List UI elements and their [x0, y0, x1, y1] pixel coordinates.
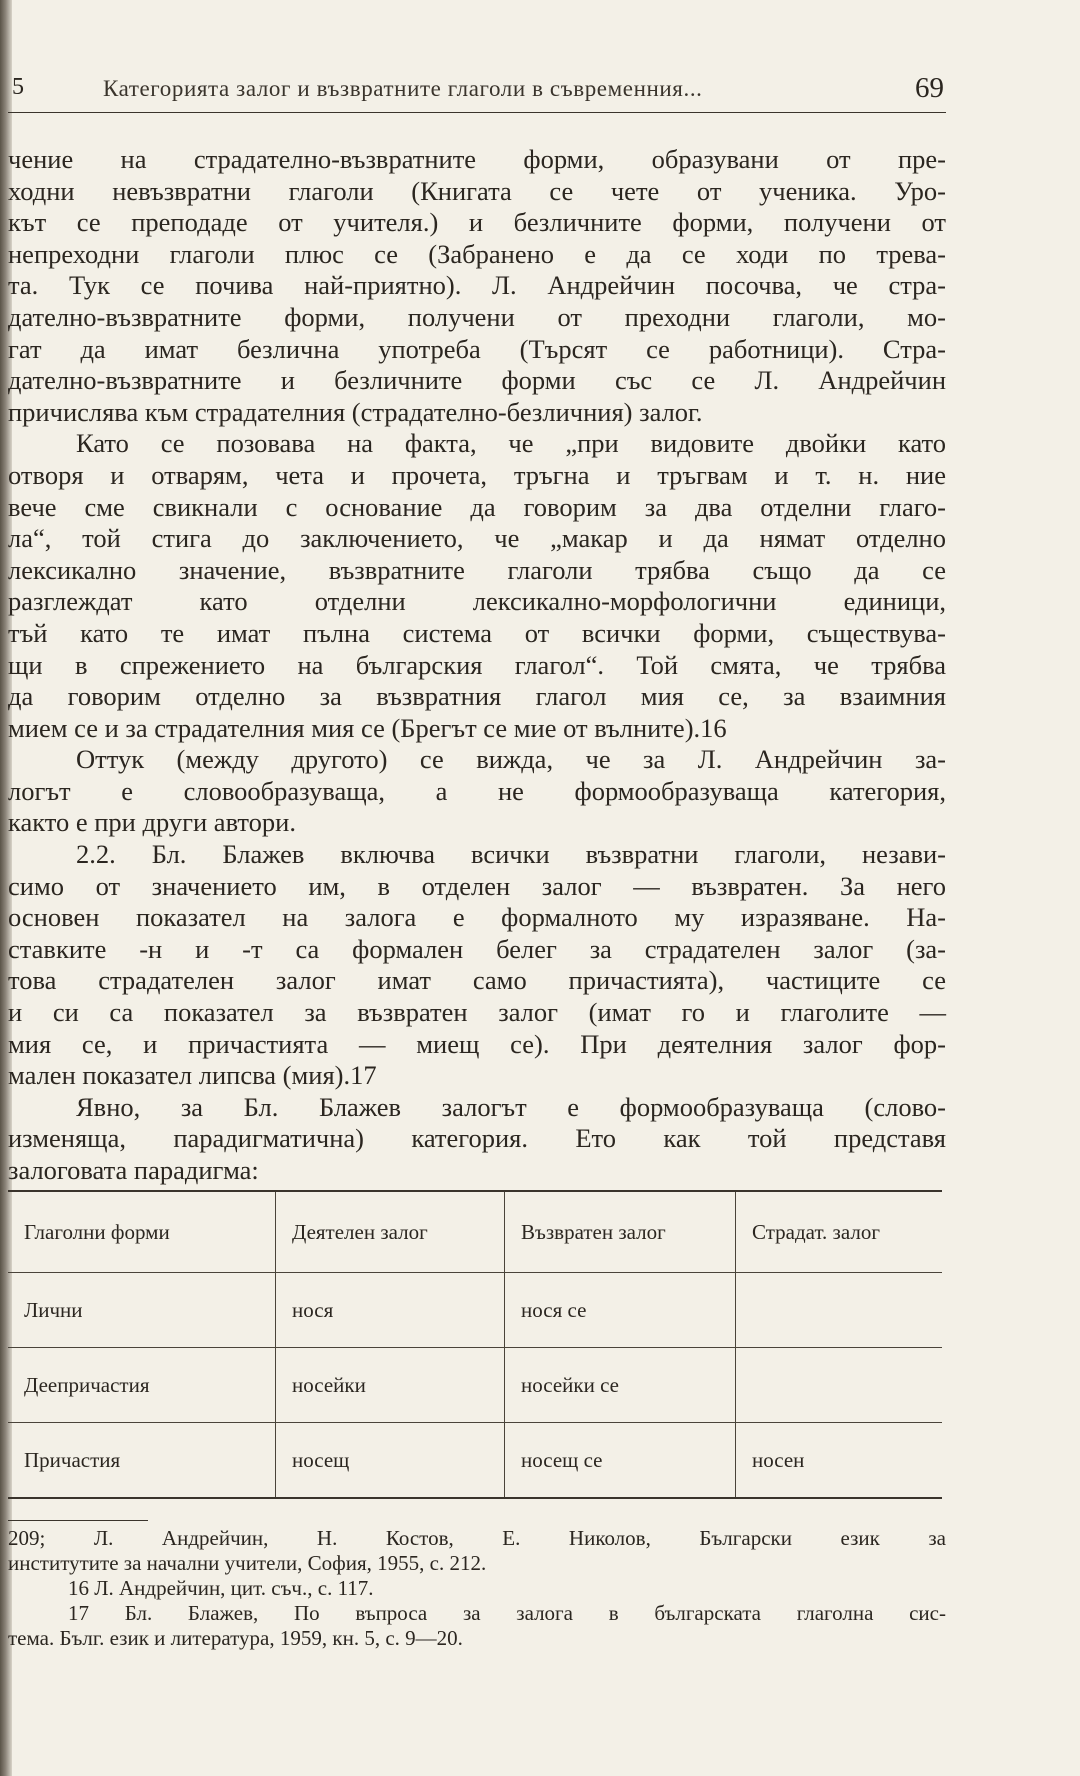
- text-line: мия се, и причастията — миещ се). При деятелния залог фор-: [8, 1028, 946, 1059]
- table-header-cell: Страдат. залог: [736, 1191, 943, 1273]
- text-line: лексикално значение, възвратните глаголи трябва също да се: [8, 554, 946, 585]
- footnote-line: 17 Бл. Блажев, По въпроса за залога в българската глаголна сис-: [68, 1601, 946, 1625]
- table-header-cell: Възвратен залог: [505, 1191, 736, 1273]
- text-line: гат да имат безлична употреба (Търсят се работници). Стра-: [8, 333, 946, 364]
- table-cell: носейки се: [505, 1348, 736, 1423]
- text-line: 2.2. Бл. Блажев включва всички възвратни глаголи, незави-: [76, 839, 946, 870]
- table-cell: [736, 1348, 943, 1423]
- text-line: мален показател липсва (мия).17: [8, 1060, 377, 1091]
- text-line: тъй като те имат пълна система от всички форми, съществува-: [8, 617, 946, 648]
- text-line: ходни невъзвратни глаголи (Книгата се чете от ученика. Уро-: [8, 175, 946, 206]
- text-line: дателно-възвратните и безличните форми със се Л. Андрейчин: [8, 365, 946, 396]
- text-line: и си са показател за възвратен залог (имат го и глаголите —: [8, 997, 946, 1028]
- text-line: та. Тук се почива най-приятно). Л. Андрейчин посочва, че стра-: [8, 270, 946, 301]
- footnote-line: 209; Л. Андрейчин, Н. Костов, Е. Николов, Български език за: [8, 1526, 946, 1550]
- table-cell: носейки: [276, 1348, 505, 1423]
- table-row: [8, 1273, 942, 1348]
- voice-paradigm-table: [8, 1190, 942, 1499]
- table-cell: носещ се: [505, 1423, 736, 1499]
- table-cell: носещ: [276, 1423, 505, 1499]
- table-cell: нося: [276, 1273, 505, 1348]
- text-line: дателно-възвратните форми, получени от преходни глаголи, мо-: [8, 301, 946, 332]
- running-title: Категорията залог и възвратните глаголи в съвременния...: [103, 76, 703, 101]
- footnote-line: тема. Бълг. език и литература, 1959, кн. 5, с. 9—20.: [8, 1626, 463, 1650]
- text-line: да говорим отделно за възвратния глагол мия се, за взаимния: [8, 681, 946, 712]
- text-line: щи в спрежението на българския глагол“. Той смята, че трябва: [8, 649, 946, 680]
- text-line: мием се и за страдателния мия се (Брегът се мие от вълните).16: [8, 712, 727, 743]
- main-text: [8, 144, 946, 1187]
- page-header: [8, 64, 946, 113]
- text-line: причислява към страдателния (страдателно-безличния) залог.: [8, 396, 703, 427]
- footnotes: [8, 1526, 946, 1651]
- text-line: ла“, той стига до заключението, че „макар и да нямат отделно: [8, 523, 946, 554]
- text-line: кът се преподаде от учителя.) и безличните форми, получени от: [8, 207, 946, 238]
- table-header-cell: Глаголни форми: [8, 1191, 276, 1273]
- page-number: 69: [915, 72, 944, 104]
- text-line: разглеждат като отделни лексикално-морфологични единици,: [8, 586, 946, 617]
- table-cell: Деепричастия: [8, 1348, 276, 1423]
- text-line: чение на страдателно-възвратните форми, образувани от пре-: [8, 144, 946, 174]
- table-cell: Лични: [8, 1273, 276, 1348]
- table-cell: [736, 1273, 943, 1348]
- footnote-rule: [8, 1520, 148, 1521]
- text-line: както е при други автори.: [8, 807, 296, 838]
- text-line: ставките -н и -т са формален белег за страдателен залог (за-: [8, 933, 946, 964]
- text-line: изменяща, парадигматична) категория. Ето как той представя: [8, 1123, 946, 1154]
- text-line: Като се позовава на факта, че „при видовите двойки като: [76, 428, 946, 459]
- text-line: отворя и отварям, чета и прочета, тръгна и тръгвам и т. н. ние: [8, 459, 946, 490]
- table-cell: носен: [752, 1447, 805, 1472]
- book-page: [8, 0, 946, 1776]
- text-line: вече сме свикнали с основание да говорим за два отделни глаго-: [8, 491, 946, 522]
- text-line: основен показател на залога е формалното му изразяване. На-: [8, 902, 946, 933]
- text-line: симо от значението им, в отделен залог — възвратен. За него: [8, 870, 946, 901]
- page-number-left: 5: [12, 74, 24, 100]
- table-header-cell: Деятелен залог: [276, 1191, 505, 1273]
- text-line: непреходни глаголи плюс се (Забранено е да се ходи по трева-: [8, 238, 946, 269]
- table-row: [8, 1423, 942, 1499]
- table-header-row: [8, 1191, 942, 1273]
- text-line: това страдателен залог имат само причастията), частиците се: [8, 965, 946, 996]
- text-line: логът е словообразуваща, а не формообразуваща категория,: [8, 775, 946, 806]
- text-line: Оттук (между другото) се вижда, че за Л. Андрейчин за-: [76, 744, 946, 775]
- table-cell: нося се: [505, 1273, 736, 1348]
- text-line: Явно, за Бл. Блажев залогът е формообразуваща (слово-: [76, 1091, 946, 1122]
- text-line: залоговата парадигма:: [8, 1155, 259, 1185]
- table-cell: Причастия: [8, 1423, 276, 1499]
- footnote-line: 16 Л. Андрейчин, цит. съч., с. 117.: [68, 1576, 374, 1600]
- table-row: [8, 1348, 942, 1423]
- footnote-line: институтите за начални учители, София, 1955, с. 212.: [8, 1551, 487, 1575]
